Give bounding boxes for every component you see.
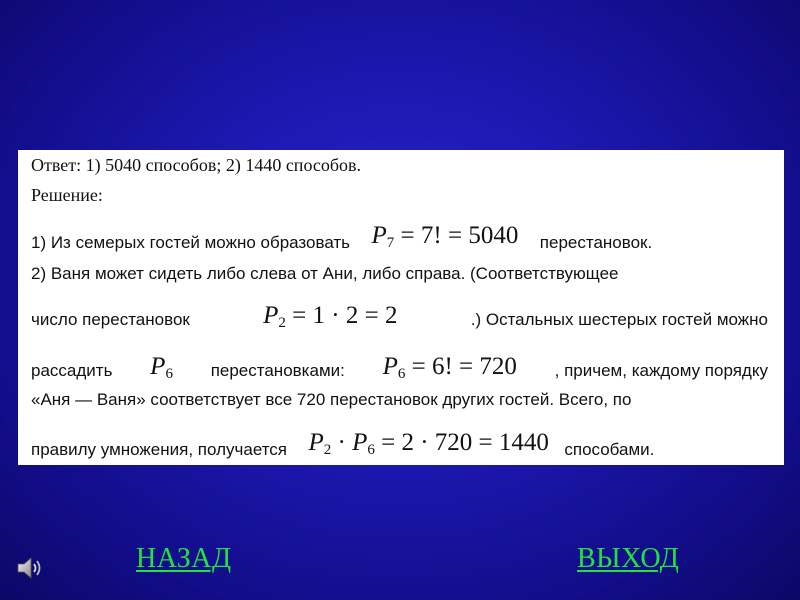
back-link[interactable]: НАЗАД [136,543,232,574]
line4-text-middle: перестановками: [210,361,345,380]
speaker-icon-graphic [16,555,46,581]
answer-line: Ответ: 1) 5040 способов; 2) 1440 способов. [31,155,362,175]
formula-p2-rest: = 1 · 2 = 2 [285,302,398,329]
formula-product-subscript-1: 2 [323,442,332,458]
formula-p7-subscript: 7 [386,235,395,251]
line6-text-before: правилу умножения, получается [31,439,288,459]
formula-p6-b-symbol: P [382,353,398,380]
solution-line-2: 2) Ваня может сидеть либо слева от Ани, либо справа. (Соответствующее [31,264,619,283]
formula-product-subscript-2: 6 [367,442,375,458]
line1-text-after: перестановок. [539,232,653,252]
solution-line-1 [31,222,768,257]
solution-line-4 [31,353,768,388]
formula-product-rest: = 2 · 720 = 1440 [374,429,549,456]
formula-p2-subscript: 2 [278,315,286,331]
formula-p7-rest: = 7! = 5040 [394,222,519,249]
line4-text-after: , причем, каждому порядку [554,361,768,380]
formula-p6-b-subscript: 6 [397,366,406,382]
solution-line-5: «Аня — Ваня» соответствует все 720 перестановок других гостей. Всего, по [31,390,632,409]
solution-title: Решение: [31,185,103,205]
exit-link[interactable]: ВЫХОД [577,543,680,574]
solution-card [18,150,784,465]
formula-p6-a [150,353,173,384]
line4-text-before: рассадить [31,361,113,380]
formula-p2-symbol: P [263,302,279,329]
solution-line-6 [31,429,768,464]
formula-p7 [372,222,519,249]
formula-product-symbol-1: P [308,429,324,456]
solution-line-3 [31,302,768,337]
formula-product [308,429,548,456]
line1-text-before: 1) Из семерых гостей можно образовать [31,232,351,252]
line3-text-after: .) Остальных шестерых гостей можно [470,310,768,329]
speaker-icon[interactable] [16,555,46,581]
formula-p6-a-subscript: 6 [165,366,173,382]
line3-text-before: число перестановок [31,310,190,329]
line6-text-after: способами. [564,439,655,459]
formula-p7-symbol: P [371,222,387,249]
formula-p6-b [382,353,517,384]
formula-p6-a-symbol: P [150,353,166,380]
formula-product-dot: · [331,429,353,456]
formula-p2 [263,302,398,333]
formula-product-symbol-2: P [352,429,368,456]
formula-p6-b-rest: = 6! = 720 [405,353,517,380]
